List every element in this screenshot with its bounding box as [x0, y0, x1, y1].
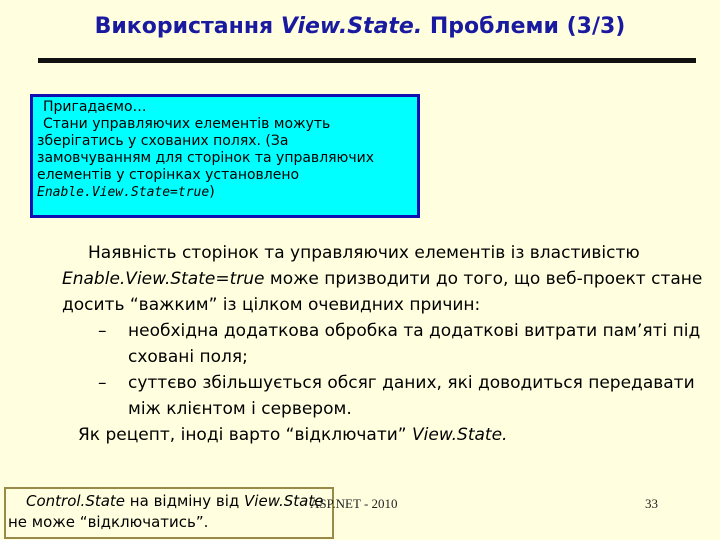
- control-state-note: [4, 487, 334, 539]
- title-part-3: Проблеми (3/3): [422, 14, 626, 39]
- note-italic-2: View.State: [244, 492, 324, 510]
- title-part-1: Використання: [94, 14, 281, 39]
- title-part-2: View.State.: [280, 14, 423, 39]
- paragraph-1-text: може призводити до того, що веб-проект стане: [264, 269, 703, 289]
- paragraph-1-italic: Enable.View.State=true: [62, 269, 265, 289]
- callout-line-5: елементів у сторінках установлено: [37, 167, 300, 183]
- bullet-dash: –: [98, 321, 107, 341]
- callout-close-paren: ): [209, 184, 215, 200]
- paragraph-1-line-3: досить “важким” із цілком очевидних причин:: [62, 295, 481, 315]
- footer-course-label: ASP.NET - 2010: [310, 496, 398, 511]
- page-number: 33: [645, 496, 658, 511]
- bullet-2-line-2: між клієнтом і сервером.: [128, 399, 352, 419]
- paragraph-1-line-1: Наявність сторінок та управляючих елементів із властивістю: [88, 243, 640, 263]
- callout-line-1: Пригадаємо…: [43, 99, 147, 115]
- callout-line-4: замовчуванням для сторінок та управляючих: [37, 150, 374, 166]
- note-line-2: не може “відключатись”.: [8, 513, 209, 531]
- bullet-1-line-1: необхідна додаткова обробка та додаткові витрати пам’яті під: [128, 321, 701, 341]
- paragraph-1-line-2: [62, 266, 712, 292]
- paragraph-2-italic: View.State.: [412, 425, 508, 445]
- slide-title: [0, 14, 720, 39]
- bullet-dash: –: [98, 373, 107, 393]
- bullet-1-line-2: сховані поля;: [128, 347, 248, 367]
- callout-line-3: зберігатись у схованих полях. (За: [37, 133, 289, 149]
- main-content: [62, 240, 712, 448]
- paragraph-2-text: Як рецепт, іноді варто “відключати”: [78, 425, 413, 445]
- callout-line-2: Стани управляючих елементів можуть: [43, 116, 331, 132]
- note-italic-1: Control.State: [26, 492, 126, 510]
- bullet-2-line-1: суттєво збільшується обсяг даних, які доводиться передавати: [128, 373, 695, 393]
- callout-code: Enable.View.State=true: [37, 185, 210, 200]
- reminder-callout: [30, 94, 420, 218]
- bullet-item-1: [62, 318, 712, 370]
- callout-line-6: [37, 184, 413, 201]
- paragraph-2: [62, 422, 712, 448]
- note-line-1: [8, 491, 332, 512]
- title-divider: [38, 58, 696, 63]
- bullet-item-2: [62, 370, 712, 422]
- note-text-1: на відміну від: [125, 492, 245, 510]
